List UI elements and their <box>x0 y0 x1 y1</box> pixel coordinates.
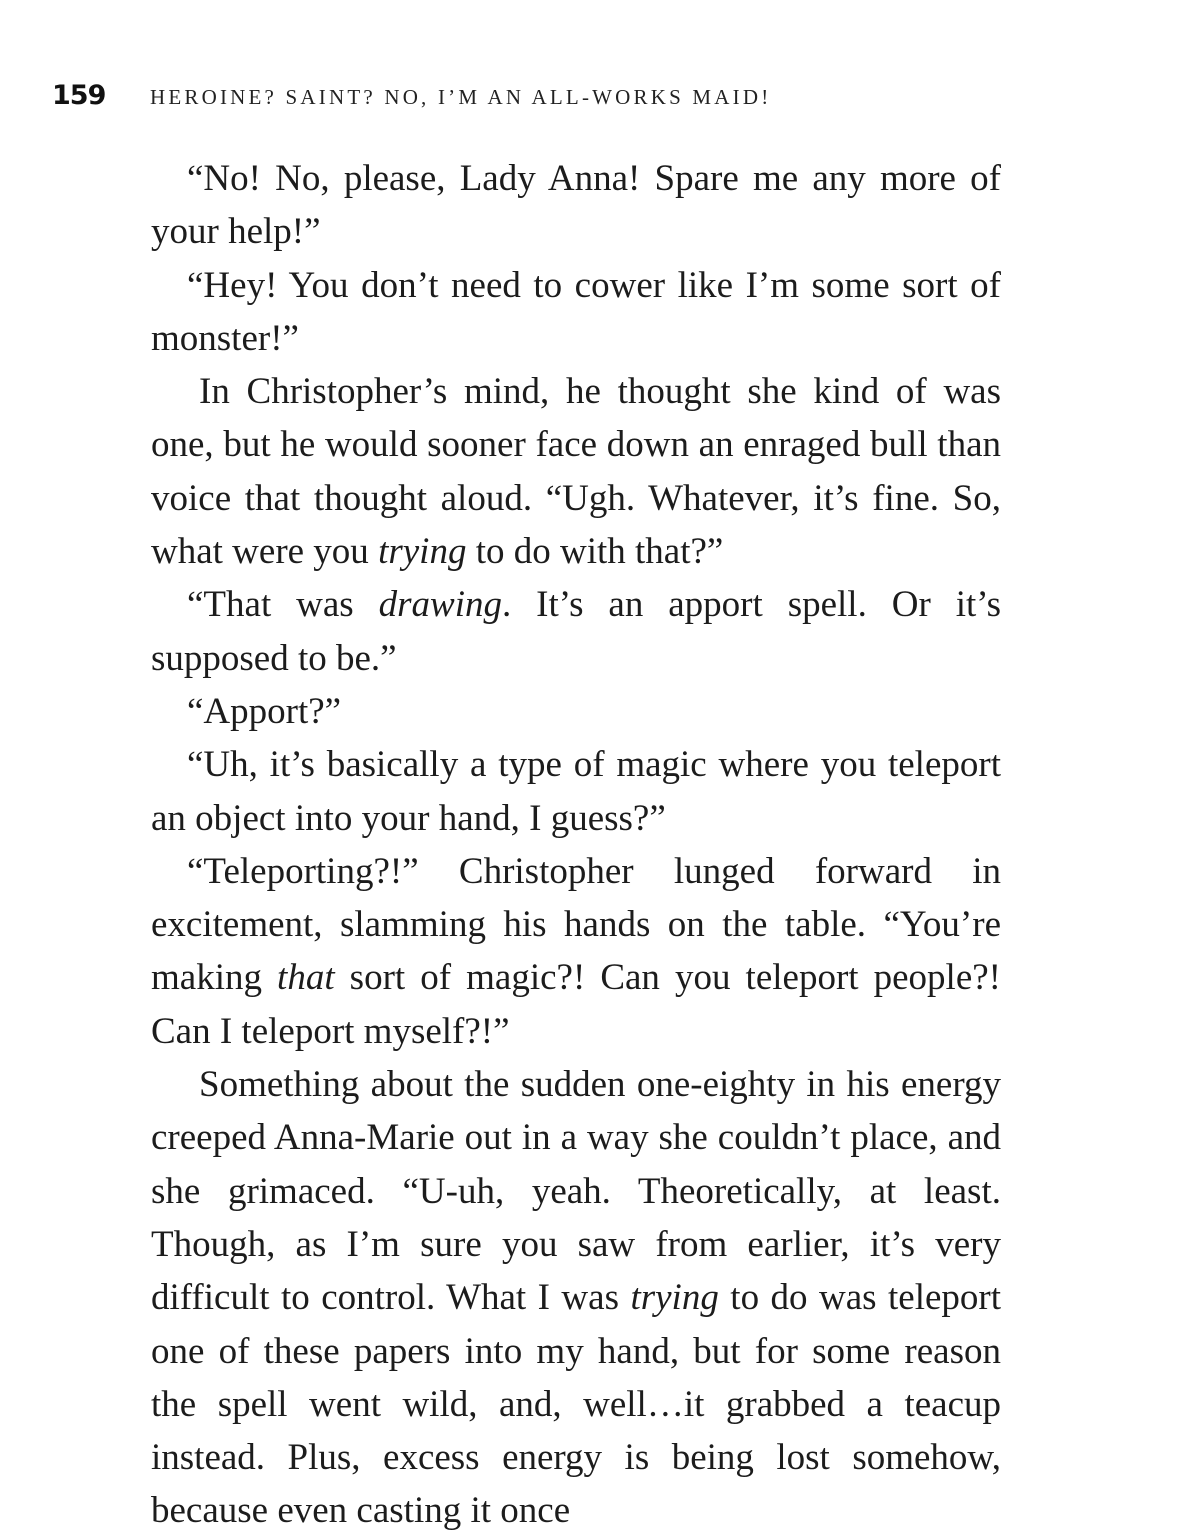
paragraph <box>151 365 1001 578</box>
paragraph-text: “Teleporting?!” Christopher lunged forward in excitement, slamming his hands on the table. “You’re making <box>151 850 1001 999</box>
body-text <box>151 152 1001 1538</box>
italic-text: that <box>277 957 335 999</box>
paragraph <box>151 152 1001 259</box>
italic-text: trying <box>630 1277 719 1319</box>
paragraph <box>151 685 1001 738</box>
paragraph-text: In Christopher’s mind, he thought she kind of was one, but he would sooner face down an enraged bull than voice that thought aloud. “Ugh. Whatever, it’s fine. So, what were you <box>151 371 1001 573</box>
paragraph-text: “Hey! You don’t need to cower like I’m some sort of monster!” <box>151 264 1001 359</box>
paragraph-text: “That was <box>187 584 379 626</box>
paragraph <box>151 259 1001 366</box>
paragraph-text: “No! No, please, Lady Anna! Spare me any more of your help!” <box>151 158 1001 253</box>
paragraph-text: sort of magic?! Can you teleport people?! Can I teleport myself?!” <box>151 957 1001 1052</box>
paragraph <box>151 578 1001 685</box>
paragraph-text: . It’s an apport spell. Or it’s supposed to be.” <box>151 584 1001 679</box>
italic-text: drawing <box>378 584 502 626</box>
paragraph <box>151 1058 1001 1538</box>
page-header <box>52 80 771 120</box>
italic-text: trying <box>378 531 467 573</box>
paragraph <box>151 738 1001 845</box>
paragraph-text: to do was teleport one of these papers into my hand, but for some reason the spell went wild, and, well…it grabbed a teacup instead. Plus, excess energy is being lost somehow, because even casting it once <box>151 1277 1001 1532</box>
paragraph-text: “Uh, it’s basically a type of magic where you teleport an object into your hand, I guess?” <box>151 744 1001 839</box>
paragraph-text: “Apport?” <box>187 690 342 732</box>
paragraph <box>151 845 1001 1058</box>
page-number: 159 <box>52 80 106 111</box>
paragraph-text: Something about the sudden one-eighty in his energy creeped Anna-Marie out in a way she couldn’t place, and she grimaced. “U-uh, yeah. Theoretically, at least. Though, as I’m sure you saw from earlier, it’s very difficult to control. What I was <box>151 1064 1001 1319</box>
running-head: HEROINE? SAINT? NO, I’M AN ALL-WORKS MAID! <box>150 85 772 109</box>
paragraph-text: to do with that?” <box>466 531 724 573</box>
